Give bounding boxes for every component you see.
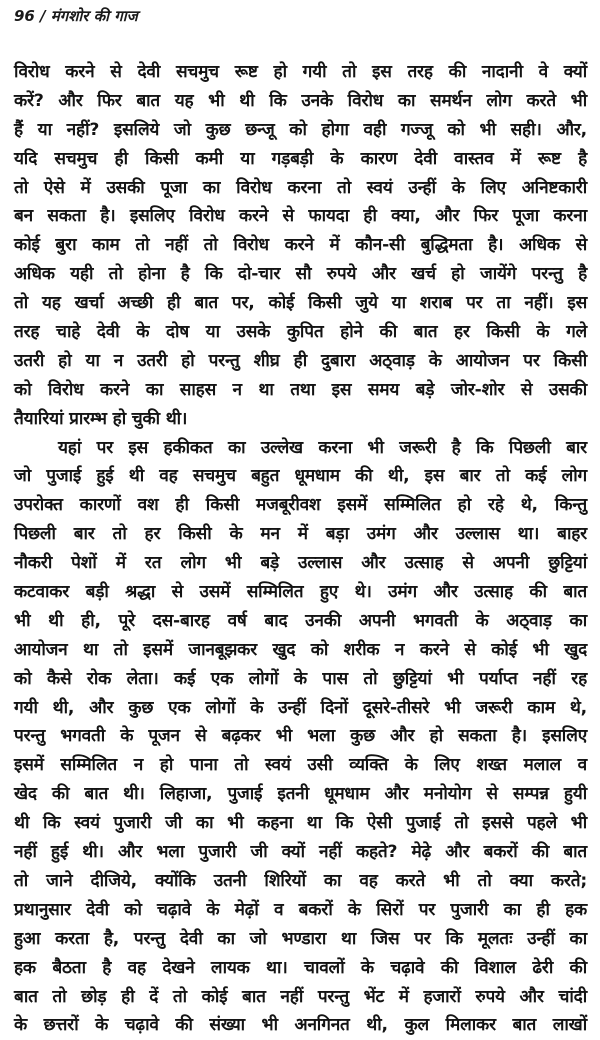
text-line: कटवाकर बड़ी श्रद्धा से उसमें सम्मिलित हुए थे। उमंग और उत्साह की बात [14, 582, 587, 603]
text-line: हक बैठता है वह देखने लायक था। चावलों के चढ़ावे की विशाल ढेरी की [14, 957, 587, 978]
text-line: तैयारियां प्रारम्भ हो चुकी थी। [14, 408, 188, 429]
text-line: विरोध करने से देवी सचमुच रूष्ट हो गयी तो इस तरह की नादानी वे क्यों [14, 62, 587, 82]
text-line: जो पुजाई हुई थी वह सचमुच बहुत धूमधाम की थी, इस बार तो कई लोग [14, 466, 587, 487]
text-line: प्रथानुसार देवी को चढ़ावे के मेढ़ों व बकरों के सिरों पर पुजारी का ही हक [14, 899, 587, 920]
paragraph-2 [14, 434, 587, 1040]
text-line: उतरी हो या न उतरी हो परन्तु शीघ्र ही दुबारा अठ्वाड़ के आयोजन पर किसी [14, 350, 587, 371]
text-line: नहीं हुई थी। और भला पुजारी जी क्यों नहीं कहते? मेढ़े और बकरों की बात [14, 842, 587, 863]
text-line: हैं या नहीं? इसलिये जो कुछ छन्जू को होगा वही गज्जू को भी सही। और, [14, 119, 587, 140]
text-line: तो ऐसे में उसकी पूजा का विरोध करना तो स्वयं उन्हीं के लिए अनिष्टकारी [14, 177, 587, 198]
text-line: बात तो छोड़ ही दें तो कोई बात नहीं परन्तु भेंट में हजारों रुपये और चांदी [14, 986, 587, 1007]
body-text [14, 58, 587, 1040]
text-line: को विरोध करने का साहस न था तथा इस समय बड़े जोर-शोर से उसकी [14, 379, 587, 400]
text-line: अधिक यही तो होना है कि दो-चार सौ रुपये और खर्च हो जायेंगे परन्तु है [14, 264, 587, 285]
text-line: थी कि स्वयं पुजारी जी का भी कहना था कि ऐसी पुजाई तो इससे पहले भी [14, 813, 587, 834]
paragraph-1 [14, 58, 587, 434]
text-line: नौकरी पेशों में रत लोग भी बड़े उल्लास और उत्साह से अपनी छुट्टियां [14, 553, 587, 574]
text-line: इसमें सम्मिलित न हो पाना तो स्वयं उसी व्यक्ति के लिए शख्त मलाल व [14, 755, 587, 776]
text-line: के छत्तरों के चढ़ावे की संख्या भी अनगिनत थी, कुल मिलाकर बात लाखों [14, 1015, 587, 1036]
text-line: तरह चाहे देवी के दोष या उसके कुपित होने की बात हर किसी के गले [14, 322, 587, 343]
text-line: कोई बुरा काम तो नहीं तो विरोध करने में कौन-सी बुद्धिमता है। अधिक से [14, 235, 587, 256]
text-line: बन सकता है। इसलिए विरोध करने से फायदा ही क्या, और फिर पूजा करना [14, 206, 587, 227]
text-line: करें? और फिर बात यह भी थी कि उनके विरोध का समर्थन लोग करते भी [14, 90, 587, 111]
text-line-indented: यहां पर इस हकीकत का उल्लेख करना भी जरूरी है कि पिछली बार [58, 437, 587, 458]
text-line: आयोजन था तो इसमें जानबूझकर खुद को शरीक न करने से कोई भी खुद [14, 639, 587, 660]
text-line: भी थी ही, पूरे दस-बारह वर्ष बाद उनकी अपनी भगवती के अठ्वाड़ का [14, 610, 587, 631]
text-line: खेद की बात थी। लिहाजा, पुजाई इतनी धूमधाम और मनोयोग से सम्पन्न हुयी [14, 784, 587, 805]
text-line: हुआ करता है, परन्तु देवी का जो भण्डारा था जिस पर कि मूलतः उन्हीं का [14, 928, 587, 949]
text-line: परन्तु भगवती के पूजन से बढ़कर भी भला कुछ और हो सकता है। इसलिए [14, 726, 587, 747]
text-line: उपरोक्त कारणों वश ही किसी मजबूरीवश इसमें सम्मिलित हो रहे थे, किन्तु [14, 495, 587, 516]
text-line: यदि सचमुच ही किसी कमी या गड़बड़ी के कारण देवी वास्तव में रूष्ट है [14, 148, 587, 169]
text-line: गयी थी, और कुछ एक लोगों के उन्हीं दिनों दूसरे-तीसरे भी जरूरी काम थे, [14, 697, 587, 718]
text-line: तो जाने दीजिये, क्योंकि उतनी शिरियों का वह करते भी तो क्या करते; [14, 870, 587, 891]
text-line: तो यह खर्चा अच्छी ही बात पर, कोई किसी जुये या शराब पर ता नहीं। इस [14, 293, 587, 314]
running-head: 96 / मंगशोर की गाज [14, 7, 138, 25]
text-line: पिछली बार तो हर किसी के मन में बड़ा उमंग और उल्लास था। बाहर [14, 524, 587, 545]
text-line: को कैसे रोक लेता। कई एक लोगों के पास तो छुट्टियां भी पर्याप्त नहीं रह [14, 668, 587, 689]
